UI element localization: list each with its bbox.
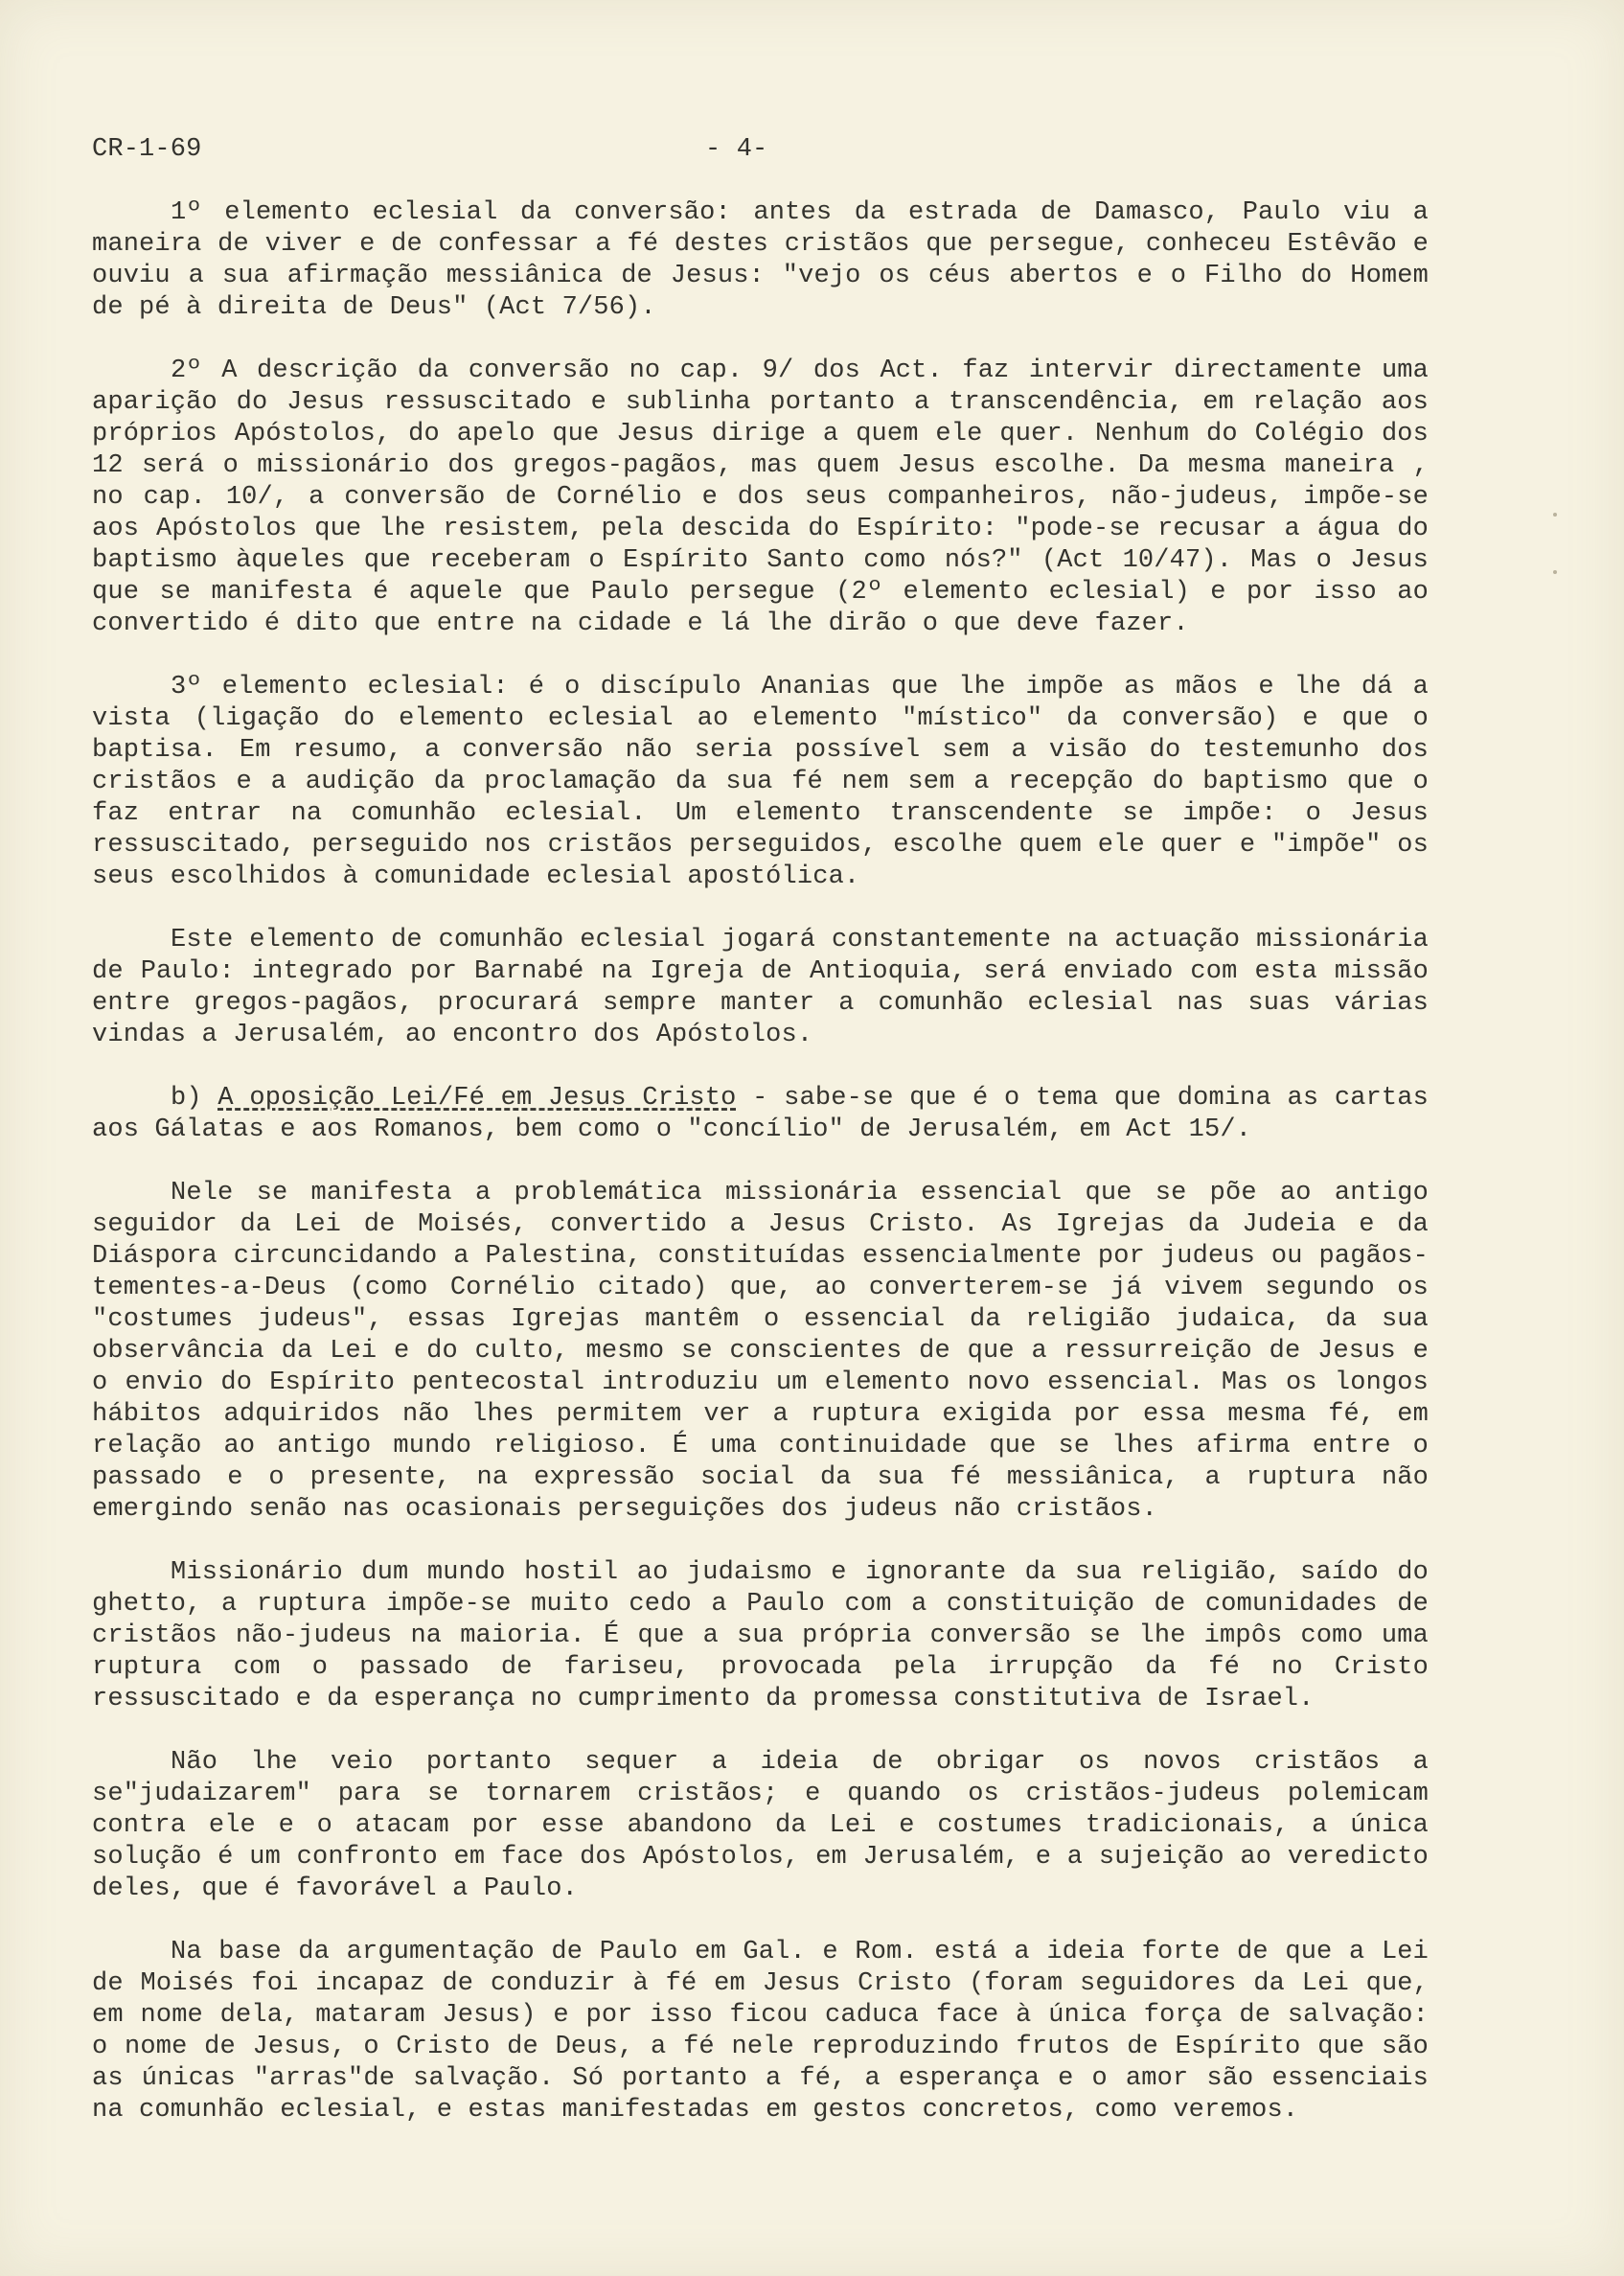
paragraph-hostile-world: Missionário dum mundo hostil ao judaismo e ignorante da sua religião, saído do ghetto, a ruptura impõe-se muito cedo a Paulo com a constituição de comunidades de cristãos não-judeus na maioria. É que a sua própria conversão se lhe impôs como uma ruptura com o passado de fariseu, provocada pela irrupção da fé no Cristo ressuscitado e da esperança no cumprimento da promessa constitutiva de Israel. [92, 1558, 1429, 1713]
paragraph-ecclesial-communion: Este elemento de comunhão eclesial jogará constantemente na actuação missionária de Paulo: integrado por Barnabé na Igreja de Antioquia, será enviado com esta missão entre gregos-pagãos, procurará sempre manter a comunhão eclesial nas suas várias vindas a Jerusalém, ao encontro dos Apóstolos. [92, 926, 1429, 1049]
section-b-title: A oposição Lei/Fé em Jesus Cristo [217, 1084, 737, 1113]
paragraph-judaizing: Não lhe veio portanto sequer a ideia de obrigar os novos cristãos a se"judaizarem" para se tornarem cristãos; e quando os cristãos-judeus polemicam contra ele e o atacam por esse abandono da Lei e costumes tradicionais, a única solução é um confronto em face dos Apóstolos, em Jerusalém, e a sujeição ao veredicto deles, que é favorável a Paulo. [92, 1748, 1429, 1903]
paragraph-first-ecclesial-element: 1º elemento eclesial da conversão: antes da estrada de Damasco, Paulo viu a maneira de viver e de confessar a fé destes cristãos que persegue, conheceu Estêvão e ouviu a sua afirmação messiânica de Jesus: "vejo os céus abertos e o Filho do Homem de pé à direita de Deus" (Act 7/56). [92, 198, 1429, 322]
section-b-paragraph [92, 1083, 1429, 1146]
paper-speck [1553, 570, 1557, 574]
section-b-text: - sabe-se que é o tema que domina as cartas aos Gálatas e aos Romanos, bem como o "concílio" de Jerusalém, em Act 15/. [92, 1084, 1429, 1144]
document-reference: CR-1-69 [92, 135, 202, 164]
paragraph-argument-law: Na base da argumentação de Paulo em Gal. e Rom. está a ideia forte de que a Lei de Moisés foi incapaz de conduzir à fé em Jesus Cristo (foram seguidores da Lei que, em nome dela, mataram Jesus) e por isso ficou caduca face à única força de salvação: o nome de Jesus, o Cristo de Deus, a fé nele reproduzindo frutos de Espírito que são as únicas "arras"de salvação. Só portanto a fé, a esperança e o amor são essenciais na comunhão eclesial, e estas manifestadas em gestos concretos, como veremos. [92, 1938, 1429, 2125]
paragraph-missionary-problem: Nele se manifesta a problemática missionária essencial que se põe ao antigo seguidor da Lei de Moisés, convertido a Jesus Cristo. As Igrejas da Judeia e da Diáspora circuncidando a Palestina, constituídas essencialmente por judeus ou pagãos-tementes-a-Deus (como Cornélio citado) que, ao converterem-se já vivem segundo os "costumes judeus", essas Igrejas mantêm o essencial da religião judaica, da sua observância da Lei e do culto, mesmo se conscientes de que a ressurreição de Jesus e o envio do Espírito pentecostal introduziu um elemento novo essencial. Mas os longos hábitos adquiridos não lhes permitem ver a ruptura exigida por essa mesma fé, em relação ao antigo mundo religioso. É uma continuidade que se lhes afirma entre o passado e o presente, na expressão social da sua fé messiânica, a ruptura não emergindo senão nas ocasionais perseguições dos judeus não cristãos. [92, 1179, 1429, 1524]
page-number: - 4- [705, 135, 768, 164]
section-b-prefix: b) [171, 1084, 218, 1113]
paper-speck [1553, 513, 1557, 517]
typewritten-page [92, 134, 1429, 2158]
paragraph-third-ecclesial-element: 3º elemento eclesial: é o discípulo Ananias que lhe impõe as mãos e lhe dá a vista (ligação do elemento eclesial ao elemento "místico" da conversão) e que o baptisa. Em resumo, a conversão não seria possível sem a visão do testemunho dos cristãos e a audição da proclamação da sua fé nem sem a recepção do baptismo que o faz entrar na comunhão eclesial. Um elemento transcendente se impõe: o Jesus ressuscitado, perseguido nos cristãos perseguidos, escolhe quem ele quer e "impõe" os seus escolhidos à comunidade eclesial apostólica. [92, 673, 1429, 891]
page-header [92, 134, 1429, 176]
paragraph-second-ecclesial-element: 2º A descrição da conversão no cap. 9/ dos Act. faz intervir directamente uma aparição do Jesus ressuscitado e sublinha portanto a transcendência, em relação aos próprios Apóstolos, do apelo que Jesus dirige a quem ele quer. Nenhum do Colégio dos 12 será o missionário dos gregos-pagãos, mas quem Jesus escolhe. Da mesma maneira , no cap. 10/, a conversão de Cornélio e dos seus companheiros, não-judeus, impõe-se aos Apóstolos que lhe resistem, pela descida do Espírito: "pode-se recusar a água do baptismo àqueles que receberam o Espírito Santo como nós?" (Act 10/47). Mas o Jesus que se manifesta é aquele que Paulo persegue (2º elemento eclesial) e por isso ao convertido é dito que entre na cidade e lá lhe dirão o que deve fazer. [92, 356, 1429, 638]
